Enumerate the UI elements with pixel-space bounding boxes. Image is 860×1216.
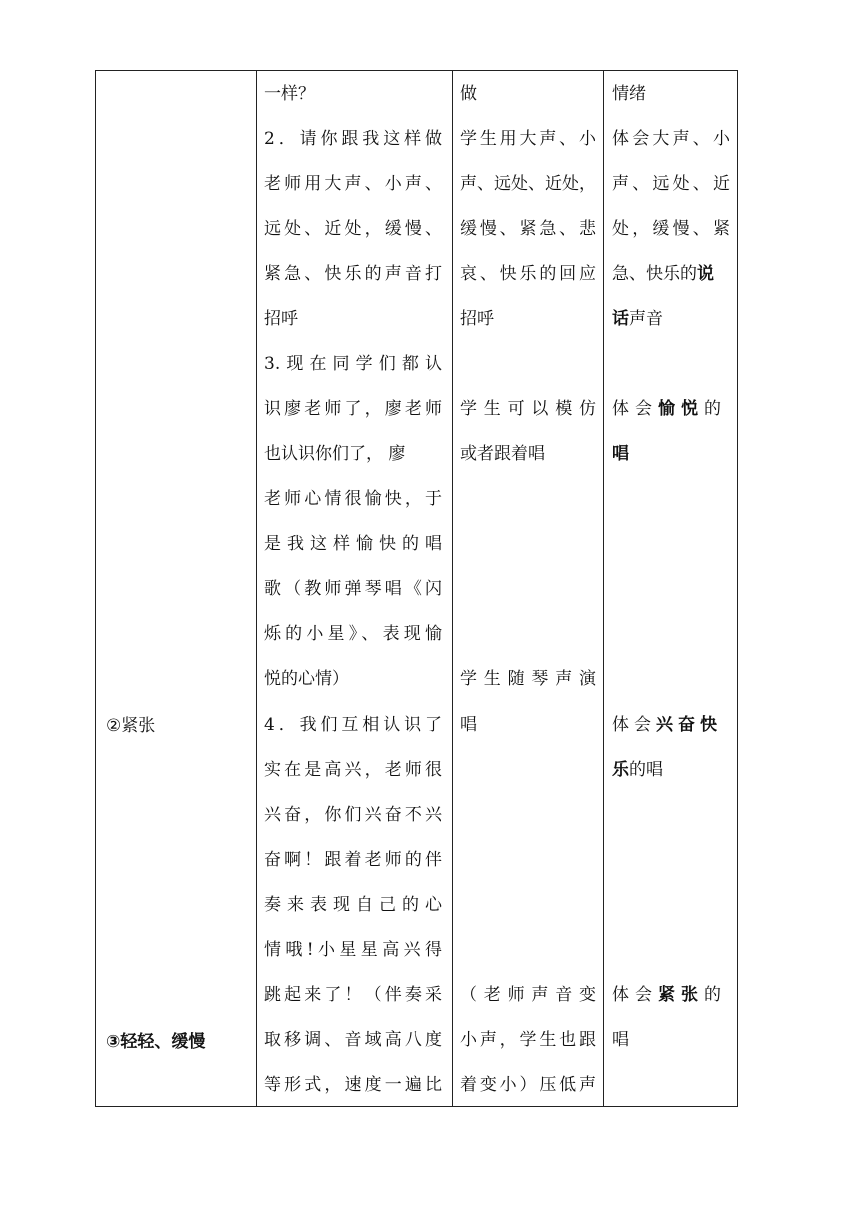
intent-line bbox=[612, 263, 714, 285]
intent-line: 体会大声、小 bbox=[612, 129, 730, 149]
intent-bold-text: 乐 bbox=[612, 760, 629, 780]
intent-line bbox=[612, 984, 727, 1006]
teacher-line: 取移调、音域高八度 bbox=[264, 1030, 442, 1050]
intent-text: 急、快乐的 bbox=[612, 264, 697, 284]
student-line: 小声，学生也跟 bbox=[460, 1030, 596, 1050]
intent-line bbox=[612, 398, 730, 420]
teacher-line: 奋啊！跟着老师的伴 bbox=[264, 850, 442, 870]
teacher-line: 也认识你们了， 廖 bbox=[264, 444, 406, 464]
stage-label-soft-slow: ③轻轻、缓慢 bbox=[106, 1032, 206, 1052]
student-line: 哀、快乐的回应 bbox=[460, 264, 596, 284]
teacher-line: 实在是高兴，老师很 bbox=[264, 760, 442, 780]
intent-bold-text: 紧张 bbox=[658, 985, 704, 1005]
intent-text: 的 bbox=[704, 399, 727, 419]
intent-bold-text: 说 bbox=[697, 264, 714, 284]
teacher-line: 兴奋，你们兴奋不兴 bbox=[264, 805, 442, 825]
student-line: 学生用大声、小 bbox=[460, 129, 596, 149]
student-line: 着变小）压低声 bbox=[460, 1075, 596, 1095]
teacher-line: 招呼 bbox=[264, 309, 298, 329]
intent-text: 体会 bbox=[612, 399, 658, 419]
teacher-line: 是我这样愉快的唱 bbox=[264, 534, 442, 554]
student-line: 唱 bbox=[460, 715, 477, 735]
student-line: （老师声音变 bbox=[460, 985, 596, 1005]
teacher-line: 悦的心情） bbox=[264, 669, 349, 689]
column-divider bbox=[603, 71, 604, 1106]
intent-text: 声音 bbox=[629, 309, 663, 329]
intent-bold-text: 话 bbox=[612, 309, 629, 329]
column-divider bbox=[256, 71, 257, 1106]
teacher-line: 一样？ bbox=[264, 84, 315, 104]
intent-text: 的 bbox=[704, 985, 727, 1005]
intent-line: 声、远处、近 bbox=[612, 174, 730, 194]
intent-text: 体会 bbox=[612, 985, 658, 1005]
lesson-table bbox=[95, 70, 738, 1107]
column-divider bbox=[452, 71, 453, 1106]
student-line: 做 bbox=[460, 84, 477, 104]
teacher-line: 2．请你跟我这样做 bbox=[264, 129, 442, 149]
teacher-line: 奏来表现自己的心 bbox=[264, 895, 442, 915]
teacher-line: 跳起来了！（伴奏采 bbox=[264, 985, 442, 1005]
intent-line bbox=[612, 714, 722, 736]
intent-line: 情绪 bbox=[612, 84, 646, 104]
teacher-line: 3.现在同学们都认 bbox=[264, 354, 442, 374]
teacher-line: 识廖老师了，廖老师 bbox=[264, 399, 442, 419]
teacher-line: 烁的小星》、表现愉 bbox=[264, 624, 442, 644]
intent-bold-text: 兴奋快 bbox=[656, 715, 722, 735]
teacher-line: 远处、近处，缓慢、 bbox=[264, 219, 442, 239]
teacher-line: 4．我们互相认识了 bbox=[264, 715, 442, 735]
student-line: 学生随琴声演 bbox=[460, 669, 596, 689]
intent-line: 唱 bbox=[612, 444, 629, 464]
student-line: 声、远处、近处， bbox=[460, 174, 596, 194]
student-line: 缓慢、紧急、悲 bbox=[460, 219, 596, 239]
intent-line: 处，缓慢、紧 bbox=[612, 219, 730, 239]
intent-bold-text: 愉悦 bbox=[658, 399, 704, 419]
intent-line: 唱 bbox=[612, 1030, 629, 1050]
student-line: 招呼 bbox=[460, 309, 494, 329]
teacher-line: 老师用大声、小声、 bbox=[264, 174, 442, 194]
intent-text: 的唱 bbox=[629, 760, 663, 780]
teacher-line: 歌（教师弹琴唱《闪 bbox=[264, 579, 442, 599]
teacher-line: 等形式，速度一遍比 bbox=[264, 1075, 442, 1095]
stage-label-tense: ②紧张 bbox=[106, 716, 156, 736]
teacher-line: 情哦!小星星高兴得 bbox=[264, 940, 442, 960]
intent-line bbox=[612, 759, 663, 781]
intent-line bbox=[612, 308, 663, 330]
student-line: 或者跟着唱 bbox=[460, 444, 545, 464]
intent-text: 体会 bbox=[612, 715, 656, 735]
student-line: 学生可以模仿 bbox=[460, 399, 596, 419]
teacher-line: 紧急、快乐的声音打 bbox=[264, 264, 442, 284]
teacher-line: 老师心情很愉快，于 bbox=[264, 489, 442, 509]
